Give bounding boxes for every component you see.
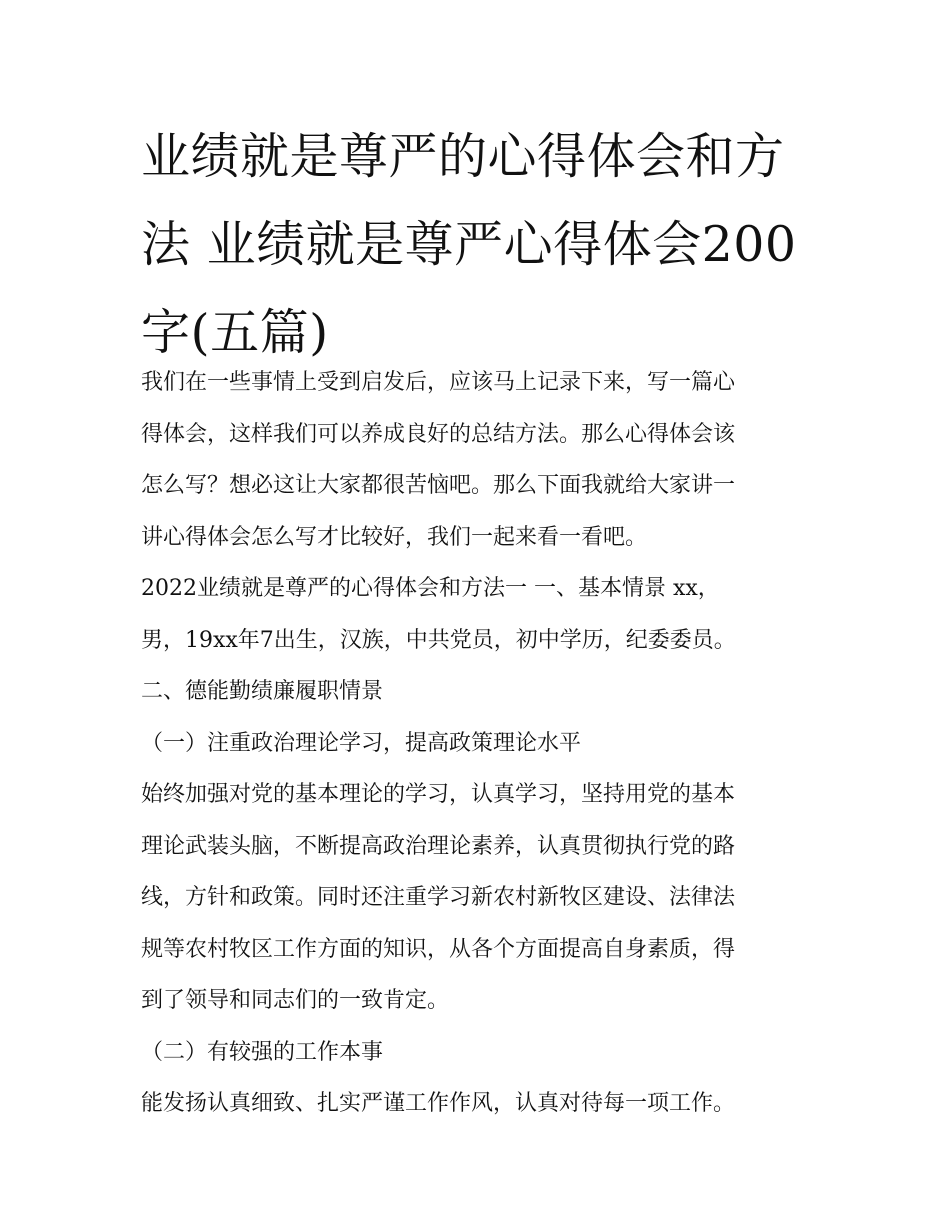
body-line: 理论武装头脑，不断提高政治理论素养，认真贯彻执行党的路: [141, 833, 736, 859]
document-title: [141, 113, 821, 377]
subsection-heading: （二）有较强的工作本事: [141, 1039, 384, 1065]
document-body: [141, 357, 831, 1130]
title-line: 业绩就是尊严的心得体会和方: [141, 128, 785, 185]
body-line: 2022业绩就是尊严的心得体会和方法一 一、基本情景 xx，: [141, 576, 720, 601]
body-line: 怎么写？想必这让大家都很苦恼吧。那么下面我就给大家讲一: [141, 473, 736, 498]
body-line: 始终加强对党的基本理论的学习，认真学习，坚持用党的基本: [141, 782, 736, 807]
title-line: 字(五篇): [141, 304, 329, 361]
body-line: 讲心得体会怎么写才比较好，我们一起来看一看吧。: [141, 524, 648, 550]
body-line: 到了领导和同志们的一致肯定。: [141, 988, 450, 1013]
title-line: 法 业绩就是尊严心得体会200: [141, 216, 797, 273]
section-heading: 二、德能勤绩廉履职情景: [141, 679, 384, 704]
body-line: 我们在一些事情上受到启发后，应该马上记录下来，写一篇心: [141, 370, 736, 395]
body-line: 线，方针和政策。同时还注重学习新农村新牧区建设、法律法: [141, 885, 736, 910]
body-line: 能发扬认真细致、扎实严谨工作作风，认真对待每一项工作。: [141, 1091, 736, 1116]
body-line: 男，19xx年7出生，汉族，中共党员，初中学历，纪委委员。: [141, 627, 736, 653]
body-line: 规等农村牧区工作方面的知识，从各个方面提高自身素质，得: [141, 936, 736, 962]
subsection-heading: （一）注重政治理论学习，提高政策理论水平: [141, 730, 582, 756]
body-line: 得体会，这样我们可以养成良好的总结方法。那么心得体会该: [141, 421, 736, 447]
